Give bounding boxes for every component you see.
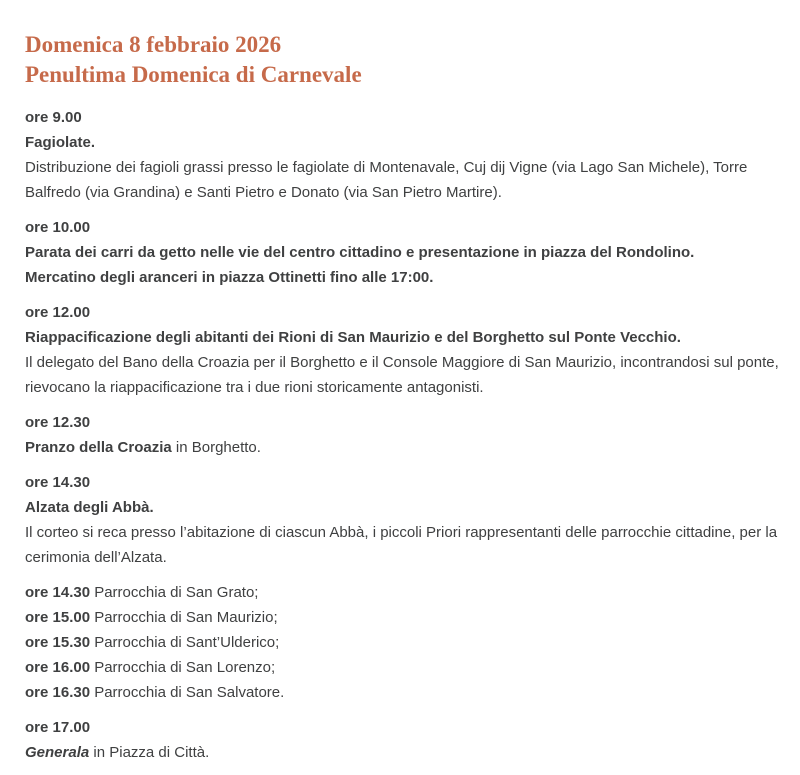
text-segment: Parata dei carri da getto nelle vie del centro cittadino e presentazione in piazza del Rondolino. — [25, 244, 695, 261]
event-time: ore 12.30 — [25, 414, 91, 431]
event — [25, 105, 780, 205]
event — [25, 410, 780, 460]
event-time: ore 12.00 — [25, 304, 91, 321]
text-segment: Il delegato del Bano della Croazia per il Borghetto e il Console Maggiore di San Maurizio, incontrandosi sul ponte, rievocano la riappacificazione tra i due rioni storicamente antagonisti. — [25, 354, 779, 396]
text-segment: Pranzo della Croazia — [25, 439, 172, 456]
text-segment: Parrocchia di San Salvatore. — [90, 684, 285, 701]
event — [25, 215, 780, 290]
event-time: ore 9.00 — [25, 109, 82, 126]
text-segment: Fagiolate. — [25, 134, 96, 151]
event-line — [25, 630, 780, 655]
text-segment: ore 16.00 — [25, 659, 91, 676]
event — [25, 715, 780, 765]
event — [25, 470, 780, 570]
text-segment: Alzata degli Abbà. — [25, 499, 154, 516]
event-line — [25, 655, 780, 680]
text-segment: ore 16.30 — [25, 684, 91, 701]
event-list — [25, 105, 780, 765]
text-segment: in Piazza di Città. — [89, 744, 210, 761]
event-line — [25, 605, 780, 630]
text-segment: Mercatino degli aranceri in piazza Ottinetti fino alle 17:00. — [25, 269, 434, 286]
text-segment: Parrocchia di San Grato; — [90, 584, 259, 601]
event-line — [25, 740, 780, 765]
event-line — [25, 130, 780, 155]
event-time: ore 17.00 — [25, 719, 91, 736]
event — [25, 580, 780, 705]
text-segment: ore 15.30 — [25, 634, 91, 651]
text-segment: Generala — [25, 744, 90, 761]
text-segment: in Borghetto. — [171, 439, 261, 456]
text-segment: ore 15.00 — [25, 609, 91, 626]
text-segment: Parrocchia di San Lorenzo; — [90, 659, 276, 676]
text-segment: Riappacificazione degli abitanti dei Rioni di San Maurizio e del Borghetto sul Ponte Vecchio. — [25, 329, 681, 346]
text-segment: Distribuzione dei fagioli grassi presso le fagiolate di Montenavale, Cuj dij Vigne (via Lago San Michele), Torre Balfredo (via Grandina) e Santi Pietro e Donato (via San Pietro Martire). — [25, 159, 748, 201]
event-line — [25, 435, 780, 460]
event-time: ore 10.00 — [25, 219, 91, 236]
text-segment: Il corteo si reca presso l’abitazione di ciascun Abbà, i piccoli Priori rappresentanti delle parrocchie cittadine, per la cerimonia dell’Alzata. — [25, 524, 778, 566]
event-line — [25, 155, 780, 205]
text-segment: Parrocchia di San Maurizio; — [90, 609, 278, 626]
page-title — [25, 30, 780, 90]
text-segment: ore 14.30 — [25, 584, 91, 601]
event-line — [25, 495, 780, 520]
event-line — [25, 520, 780, 570]
event-line — [25, 350, 780, 400]
event-line — [25, 240, 780, 265]
event-line — [25, 680, 780, 705]
event — [25, 300, 780, 400]
event-line — [25, 265, 780, 290]
event-line — [25, 580, 780, 605]
text-segment: Parrocchia di Sant’Ulderico; — [90, 634, 280, 651]
title-line-2: Penultima Domenica di Carnevale — [25, 62, 362, 87]
title-line-1: Domenica 8 febbraio 2026 — [25, 32, 282, 57]
event-time: ore 14.30 — [25, 474, 91, 491]
event-line — [25, 325, 780, 350]
